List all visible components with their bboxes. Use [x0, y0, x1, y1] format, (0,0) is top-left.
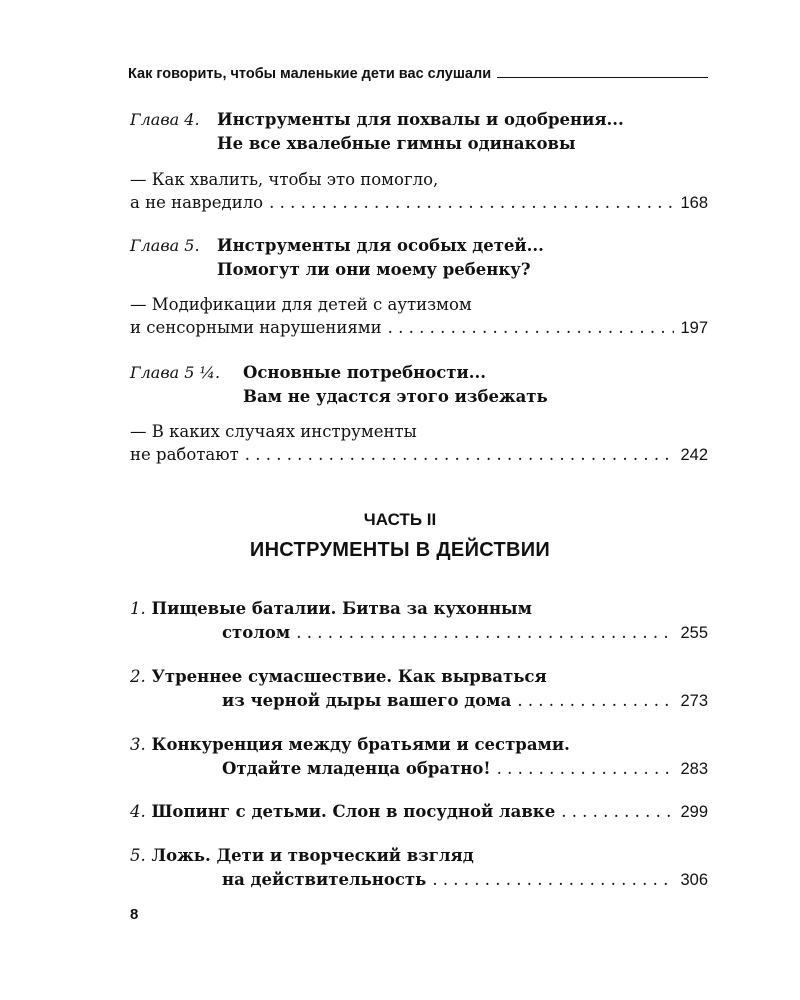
page-number: 168 [680, 194, 708, 212]
item-number: 1. [130, 599, 146, 618]
toc-item-line1 [130, 846, 474, 865]
item-number: 2. [130, 667, 146, 686]
toc-item-line1 [130, 599, 532, 618]
item-title: Шопинг с детьми. Слон в посудной лавке [151, 802, 556, 821]
item-title: Ложь. Дети и творческий взгляд [151, 846, 474, 865]
chapter-title-line1: Инструменты для особых детей... [217, 236, 544, 255]
leader-dots [561, 802, 674, 821]
item-title: Утреннее сумасшествие. Как вырваться [151, 667, 547, 686]
item-number: 4. [130, 802, 146, 821]
running-head [128, 66, 708, 82]
leader-dots [245, 445, 675, 464]
running-head-rule [497, 77, 708, 78]
toc-entry[interactable] [130, 193, 708, 213]
page-number: 273 [680, 692, 708, 710]
toc-entry[interactable] [222, 691, 708, 711]
page-number: 255 [680, 624, 708, 642]
chapter-subtitle-line2: не работают [130, 445, 239, 464]
chapter-subtitle-line2: а не навредило [130, 193, 264, 212]
part-label: ЧАСТЬ II [363, 510, 437, 529]
folio-page-number: 8 [130, 906, 139, 923]
item-title: Конкуренция между братьями и сестрами. [151, 735, 570, 754]
item-title-line2: из черной дыры вашего дома [222, 691, 512, 710]
item-title-line2: Отдайте младенца обратно! [222, 759, 491, 778]
page-number: 299 [680, 803, 708, 821]
leader-dots [296, 623, 674, 642]
toc-item-line1 [130, 802, 555, 821]
chapter-label: Глава 4. [130, 110, 200, 129]
running-head-text: Как говорить, чтобы маленькие дети вас слушали [128, 66, 492, 82]
item-title-line2: на действительность [222, 870, 427, 889]
chapter-subtitle-line1: — В каких случаях инструменты [130, 422, 417, 441]
chapter-title-line2: Не все хвалебные гимны одинаковы [217, 134, 576, 153]
part-title: ИНСТРУМЕНТЫ В ДЕЙСТВИИ [249, 539, 551, 561]
leader-dots [517, 691, 674, 710]
chapter-label: Глава 5. [130, 236, 200, 255]
leader-dots [269, 193, 674, 212]
toc-entry[interactable] [130, 802, 708, 822]
chapter-title-line2: Помогут ли они моему ребенку? [217, 260, 531, 279]
page-number: 283 [680, 760, 708, 778]
page-number: 242 [680, 446, 708, 464]
item-title-line2: столом [222, 623, 291, 642]
toc-entry[interactable] [222, 623, 708, 643]
leader-dots [497, 759, 675, 778]
item-number: 3. [130, 735, 146, 754]
toc-item-line1 [130, 667, 547, 686]
page-number: 306 [680, 871, 708, 889]
item-title: Пищевые баталии. Битва за кухонным [151, 599, 532, 618]
chapter-title-line2: Вам не удастся этого избежать [243, 387, 548, 406]
toc-item-line1 [130, 735, 570, 754]
chapter-subtitle-line1: — Как хвалить, чтобы это помогло, [130, 170, 439, 189]
chapter-subtitle-line1: — Модификации для детей с аутизмом [130, 295, 472, 314]
toc-entry[interactable] [222, 759, 708, 779]
toc-entry[interactable] [130, 318, 708, 338]
chapter-subtitle-line2: и сенсорными нарушениями [130, 318, 382, 337]
item-number: 5. [130, 846, 146, 865]
chapter-title-line1: Основные потребности... [243, 363, 486, 382]
toc-entry[interactable] [222, 870, 708, 890]
leader-dots [432, 870, 674, 889]
chapter-title-line1: Инструменты для похвалы и одобрения... [217, 110, 624, 129]
page-number: 197 [680, 319, 708, 337]
chapter-label: Глава 5 ¼. [130, 363, 221, 382]
toc-entry[interactable] [130, 445, 708, 465]
leader-dots [388, 318, 675, 337]
